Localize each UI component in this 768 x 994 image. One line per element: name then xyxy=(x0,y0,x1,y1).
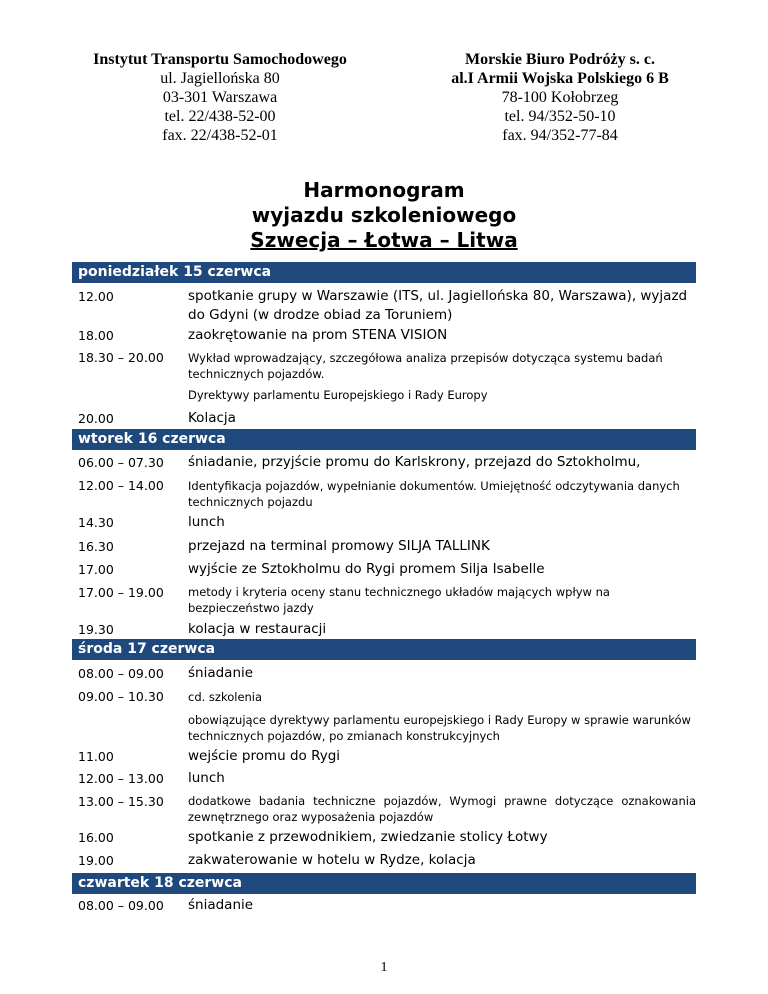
schedule-text: spotkanie z przewodnikiem, zwiedzanie stolicy Łotwy xyxy=(188,829,548,845)
institution-name: Instytut Transportu Samochodowego xyxy=(93,51,347,68)
schedule-text: Kolacja xyxy=(188,410,236,426)
schedule-text: Dyrektywy parlamentu Europejskiego i Rady Europy xyxy=(188,388,488,402)
schedule-text: Identyfikacja pojazdów, wypełnianie dokumentów. Umiejętność odczytywania danych technicznych pojazdu xyxy=(188,479,680,509)
schedule-time: 12.00 – 14.00 xyxy=(78,478,164,493)
schedule-time: 08.00 – 09.00 xyxy=(78,666,164,681)
day-header-tuesday: wtorek 16 czerwca xyxy=(72,429,696,450)
title-line-1: Harmonogram xyxy=(303,178,465,202)
page-number: 1 xyxy=(380,960,388,975)
schedule-text: cd. szkolenia xyxy=(188,690,263,704)
schedule-text: lunch xyxy=(188,514,225,530)
schedule-text: obowiązujące dyrektywy parlamentu europejskiego i Rady Europy w sprawie warunków technicznych pojazdów, po zmianach konstrukcyjnych xyxy=(188,713,691,743)
day-header-monday: poniedziałek 15 czerwca xyxy=(72,262,696,283)
document-title xyxy=(0,178,768,253)
schedule-time: 18.30 – 20.00 xyxy=(78,350,164,365)
schedule-text: zakwaterowanie w hotelu w Rydze, kolacja xyxy=(188,852,476,868)
schedule-time: 19.00 xyxy=(78,853,114,868)
header-left-address xyxy=(70,50,370,145)
schedule-text: wejście promu do Rygi xyxy=(188,748,341,764)
schedule-text: przejazd na terminal promowy SILJA TALLINK xyxy=(188,538,490,554)
institution-phone: tel. 22/438-52-00 xyxy=(164,108,276,125)
header-right-address xyxy=(410,50,710,145)
schedule-time: 17.00 – 19.00 xyxy=(78,585,164,600)
schedule-text: śniadanie, przyjście promu do Karlskrony, przejazd do Sztokholmu, xyxy=(188,454,641,470)
schedule-text: metody i kryteria oceny stanu technicznego układów mających wpływ na bezpieczeństwo jazdy xyxy=(188,585,610,615)
day-header-wednesday: środa 17 czerwca xyxy=(72,639,696,660)
schedule-time: 12.00 xyxy=(78,289,114,304)
schedule-text: Wykład wprowadzający, szczegółowa analiza przepisów dotycząca systemu badań technicznych pojazdów. xyxy=(188,351,663,381)
schedule-text: zaokrętowanie na prom STENA VISION xyxy=(188,327,448,343)
institution-fax: fax. 22/438-52-01 xyxy=(162,127,278,144)
day-header-thursday: czwartek 18 czerwca xyxy=(72,873,696,894)
schedule-time: 16.00 xyxy=(78,830,114,845)
agency-fax: fax. 94/352-77-84 xyxy=(502,127,618,144)
agency-city: 78-100 Kołobrzeg xyxy=(501,89,619,106)
schedule-time: 16.30 xyxy=(78,539,114,554)
schedule-text: dodatkowe badania techniczne pojazdów, Wymogi prawne dotyczące oznakowania zewnętrznego oraz wyposażenia pojazdów xyxy=(188,794,696,824)
schedule-time: 20.00 xyxy=(78,411,114,426)
schedule-time: 09.00 – 10.30 xyxy=(78,689,164,704)
schedule-time: 08.00 – 09.00 xyxy=(78,898,164,913)
title-line-2: wyjazdu szkoleniowego xyxy=(251,203,517,227)
schedule-time: 18.00 xyxy=(78,328,114,343)
schedule-time: 14.30 xyxy=(78,515,114,530)
schedule-time: 13.00 – 15.30 xyxy=(78,794,164,809)
schedule-time: 19.30 xyxy=(78,622,114,637)
schedule-text: lunch xyxy=(188,770,225,786)
institution-street: ul. Jagiellońska 80 xyxy=(160,70,280,87)
agency-phone: tel. 94/352-50-10 xyxy=(504,108,616,125)
schedule-text: spotkanie grupy w Warszawie (ITS, ul. Jagiellońska 80, Warszawa), wyjazd do Gdyni (w drodze obiad za Toruniem) xyxy=(188,288,688,323)
title-line-3: Szwecja – Łotwa – Litwa xyxy=(250,228,518,252)
schedule-text: kolacja w restauracji xyxy=(188,621,327,637)
schedule-time: 12.00 – 13.00 xyxy=(78,771,164,786)
schedule-text: śniadanie xyxy=(188,897,254,913)
schedule-time: 17.00 xyxy=(78,562,114,577)
institution-city: 03-301 Warszawa xyxy=(162,89,278,106)
agency-street: al.I Armii Wojska Polskiego 6 B xyxy=(451,70,669,87)
schedule-time: 11.00 xyxy=(78,749,114,764)
agency-name: Morskie Biuro Podróży s. c. xyxy=(465,51,655,68)
schedule-time: 06.00 – 07.30 xyxy=(78,455,164,470)
schedule-text: śniadanie xyxy=(188,665,254,681)
schedule-text: wyjście ze Sztokholmu do Rygi promem Silja Isabelle xyxy=(188,561,545,577)
